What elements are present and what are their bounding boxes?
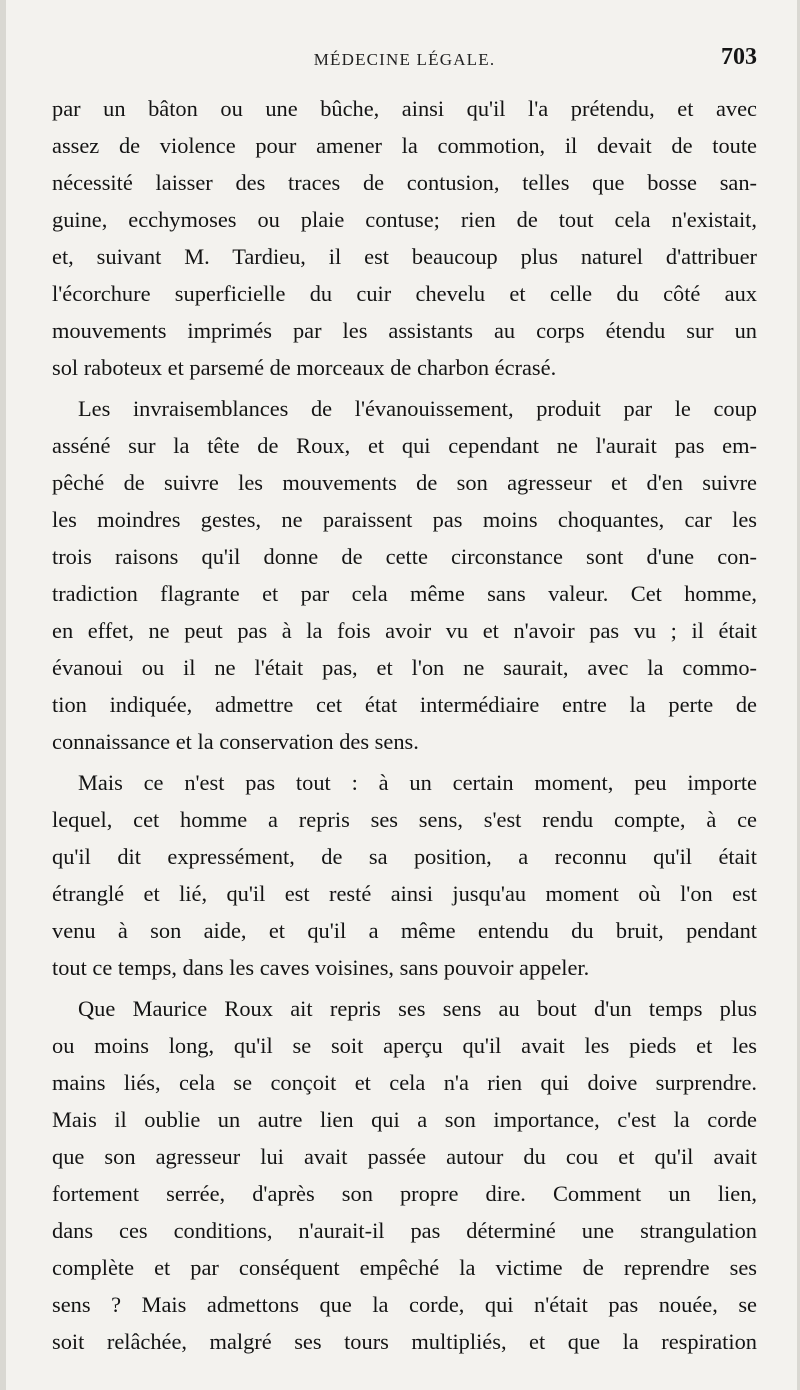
text-line: sol raboteux et parsemé de morceaux de charbon écrasé. — [52, 355, 557, 380]
text-line: que son agresseur lui avait passée autour du cou et qu'il avait — [52, 1144, 757, 1169]
text-line: tout ce temps, dans les caves voisines, sans pouvoir appeler. — [52, 955, 590, 980]
text-line: étranglé et lié, qu'il est resté ainsi jusqu'au moment où l'on est — [52, 881, 757, 906]
text-line: Que Maurice Roux ait repris ses sens au bout d'un temps plus — [78, 996, 757, 1021]
text-line: venu à son aide, et qu'il a même entendu du bruit, pendant — [52, 918, 757, 943]
text-line: et, suivant M. Tardieu, il est beaucoup plus naturel d'attribuer — [52, 244, 757, 269]
text-line: qu'il dit expressément, de sa position, a reconnu qu'il était — [52, 844, 757, 869]
text-line: ou moins long, qu'il se soit aperçu qu'il avait les pieds et les — [52, 1033, 757, 1058]
paragraph — [52, 90, 757, 386]
text-line: trois raisons qu'il donne de cette circonstance sont d'une con- — [52, 544, 757, 569]
paragraph — [52, 390, 757, 760]
text-line: mains liés, cela se conçoit et cela n'a rien qui doive surprendre. — [52, 1070, 757, 1095]
body-text — [52, 90, 757, 1364]
text-line: l'écorchure superficielle du cuir chevelu et celle du côté aux — [52, 281, 757, 306]
text-line: Mais il oublie un autre lien qui a son importance, c'est la corde — [52, 1107, 757, 1132]
text-line: connaissance et la conservation des sens. — [52, 729, 419, 754]
text-line: complète et par conséquent empêché la victime de reprendre ses — [52, 1255, 757, 1280]
text-line: tion indiquée, admettre cet état intermédiaire entre la perte de — [52, 692, 757, 717]
text-line: sens ? Mais admettons que la corde, qui n'était pas nouée, se — [52, 1292, 757, 1317]
text-line: fortement serrée, d'après son propre dire. Comment un lien, — [52, 1181, 757, 1206]
text-line: lequel, cet homme a repris ses sens, s'est rendu compte, à ce — [52, 807, 757, 832]
text-line: tradiction flagrante et par cela même sans valeur. Cet homme, — [52, 581, 757, 606]
text-line: dans ces conditions, n'aurait-il pas déterminé une strangulation — [52, 1218, 757, 1243]
text-line: pêché de suivre les mouvements de son agresseur et d'en suivre — [52, 470, 757, 495]
text-line: soit relâchée, malgré ses tours multipliés, et que la respiration — [52, 1329, 757, 1354]
text-line: par un bâton ou une bûche, ainsi qu'il l'a prétendu, et avec — [52, 96, 757, 121]
paragraph — [52, 764, 757, 986]
text-line: asséné sur la tête de Roux, et qui cependant ne l'aurait pas em- — [52, 433, 757, 458]
page-header — [52, 44, 757, 82]
text-line: guine, ecchymoses ou plaie contuse; rien de tout cela n'existait, — [52, 207, 757, 232]
text-line: en effet, ne peut pas à la fois avoir vu et n'avoir pas vu ; il était — [52, 618, 757, 643]
text-line: assez de violence pour amener la commotion, il devait de toute — [52, 133, 757, 158]
running-title: MÉDECINE LÉGALE. — [313, 50, 496, 69]
text-line: nécessité laisser des traces de contusion, telles que bosse san- — [52, 170, 757, 195]
text-line: évanoui ou il ne l'était pas, et l'on ne saurait, avec la commo- — [52, 655, 757, 680]
page-number: 703 — [721, 44, 757, 70]
text-line: mouvements imprimés par les assistants au corps étendu sur un — [52, 318, 757, 343]
text-line: Mais ce n'est pas tout : à un certain moment, peu importe — [78, 770, 757, 795]
text-line: Les invraisemblances de l'évanouissement, produit par le coup — [78, 396, 757, 421]
paragraph — [52, 990, 757, 1360]
text-line: les moindres gestes, ne paraissent pas moins choquantes, car les — [52, 507, 757, 532]
